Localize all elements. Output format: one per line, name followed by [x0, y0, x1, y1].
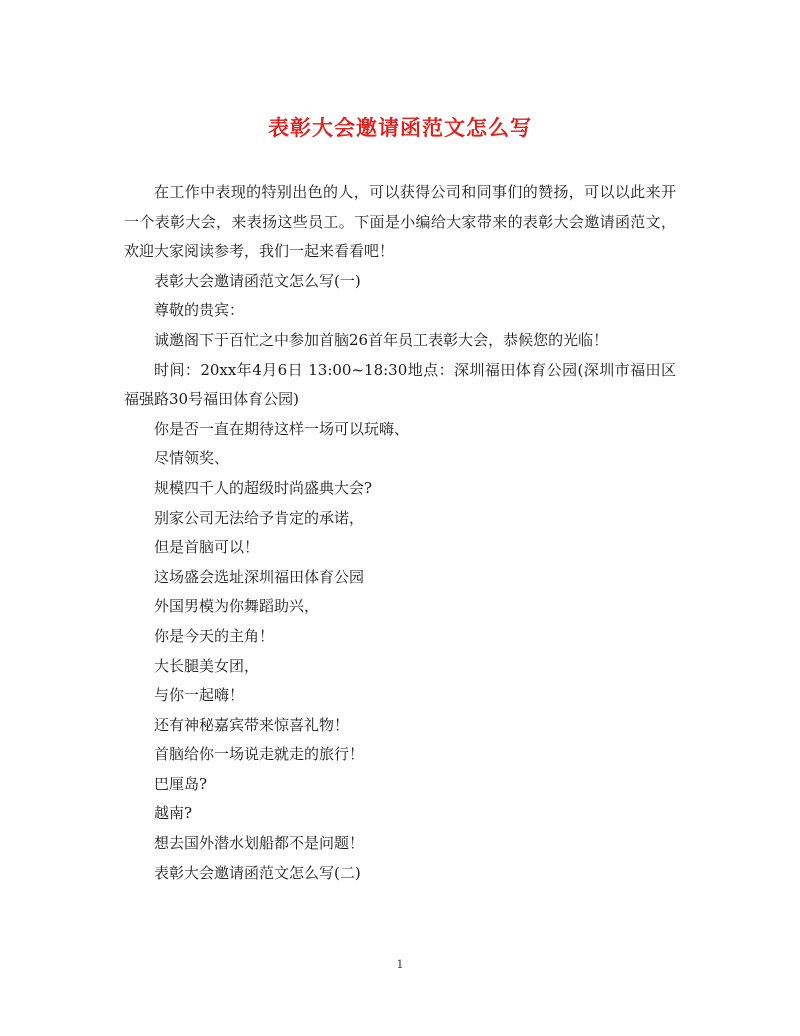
body-line: 巴厘岛? — [154, 774, 208, 793]
body-line: 尽情领奖、 — [154, 449, 230, 468]
body-line: 规模四千人的超级时尚盛典大会? — [154, 478, 373, 497]
body-line: 你是今天的主角！ — [154, 626, 275, 645]
section-heading-2: 表彰大会邀请函范文怎么写(二) — [154, 863, 361, 882]
time-location: 时间：20xx年4月6日 13:00~18:30地点：深圳福田体育公园(深圳市福田区福强路30号福田体育公园) — [124, 360, 676, 409]
body-line: 首脑给你一场说走就走的旅行！ — [154, 745, 365, 764]
invitation-line: 诚邀阁下于百忙之中参加首脑26首年员工表彰大会，恭候您的光临！ — [154, 330, 609, 349]
section-heading-1: 表彰大会邀请函范文怎么写(一) — [154, 271, 361, 290]
page-number: 1 — [396, 958, 404, 971]
body-line: 越南? — [154, 804, 193, 823]
body-line: 想去国外潜水划船都不是问题！ — [154, 834, 365, 853]
salutation: 尊敬的贵宾： — [154, 301, 245, 320]
body-line: 大长腿美女团， — [154, 656, 260, 675]
document-body — [124, 178, 676, 888]
body-line: 但是首脑可以！ — [154, 538, 260, 557]
intro-paragraph: 在工作中表现的特别出色的人，可以获得公司和同事们的赞扬，可以以此来开一个表彰大会，来表扬这些员工。下面是小编给大家带来的表彰大会邀请函范文，欢迎大家阅读参考，我们一起来看看吧！ — [124, 183, 676, 261]
body-line: 还有神秘嘉宾带来惊喜礼物！ — [154, 715, 350, 734]
body-line: 与你一起嗨！ — [154, 686, 245, 705]
body-line: 外国男模为你舞蹈助兴， — [154, 597, 320, 616]
body-line: 别家公司无法给予肯定的承诺， — [154, 508, 365, 527]
document-title: 表彰大会邀请函范文怎么写 — [268, 116, 532, 140]
body-line: 你是否一直在期待这样一场可以玩嗨、 — [154, 419, 410, 438]
body-line: 这场盛会选址深圳福田体育公园 — [154, 567, 365, 586]
